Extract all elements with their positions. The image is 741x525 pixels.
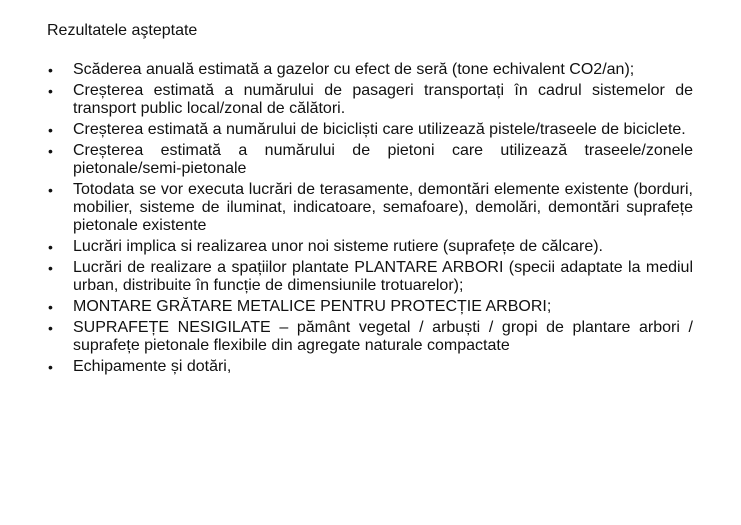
list-item <box>47 259 693 295</box>
list-item-text: Creșterea estimată a numărului de pasageri transportați în cadrul sistemelor de transport public local/zonal de călători. <box>73 82 693 117</box>
list-item-text: MONTARE GRĂTARE METALICE PENTRU PROTECȚIE ARBORI; <box>73 298 552 315</box>
list-item <box>47 82 693 118</box>
bullet-icon: • <box>48 143 53 159</box>
bullet-icon: • <box>48 320 53 336</box>
bullet-icon: • <box>48 83 53 99</box>
section-heading: Rezultatele aşteptate <box>47 22 198 39</box>
list-item-text: Lucrări de realizare a spațiilor plantate PLANTARE ARBORI (specii adaptate la mediul urban, distribuite în funcție de dimensiunile trotuarelor); <box>73 259 693 294</box>
bullet-icon: • <box>48 182 53 198</box>
list-item-text: Creșterea estimată a numărului de bicicliști care utilizează pistele/traseele de biciclete. <box>73 121 686 138</box>
list-item-text: Creșterea estimată a numărului de pietoni care utilizează traseele/zonele pietonale/semi-pietonale <box>73 142 693 177</box>
list-item-text: Lucrări implica si realizarea unor noi sisteme rutiere (suprafețe de călcare). <box>73 238 603 255</box>
expected-results-list <box>47 61 693 379</box>
list-item <box>47 298 693 316</box>
bullet-icon: • <box>48 260 53 276</box>
list-item-text: Scăderea anuală estimată a gazelor cu efect de seră (tone echivalent CO2/an); <box>73 61 635 78</box>
list-item-text: SUPRAFEȚE NESIGILATE – pământ vegetal / arbuști / gropi de plantare arbori / suprafețe pietonale flexibile din agregate naturale compactate <box>73 319 693 354</box>
list-item <box>47 61 693 79</box>
list-item <box>47 121 693 139</box>
list-item <box>47 319 693 355</box>
list-item <box>47 142 693 178</box>
list-item <box>47 181 693 235</box>
bullet-icon: • <box>48 122 53 138</box>
bullet-icon: • <box>48 359 53 375</box>
list-item-text: Totodata se vor executa lucrări de terasamente, demontări elemente existente (borduri, mobilier, sisteme de iluminat, indicatoare, semafoare), demolări, demontări suprafețe pietonale existente <box>73 181 693 234</box>
bullet-icon: • <box>48 62 53 78</box>
list-item-text: Echipamente și dotări, <box>73 358 232 375</box>
bullet-icon: • <box>48 239 53 255</box>
list-item <box>47 358 693 376</box>
bullet-icon: • <box>48 299 53 315</box>
list-item <box>47 238 693 256</box>
